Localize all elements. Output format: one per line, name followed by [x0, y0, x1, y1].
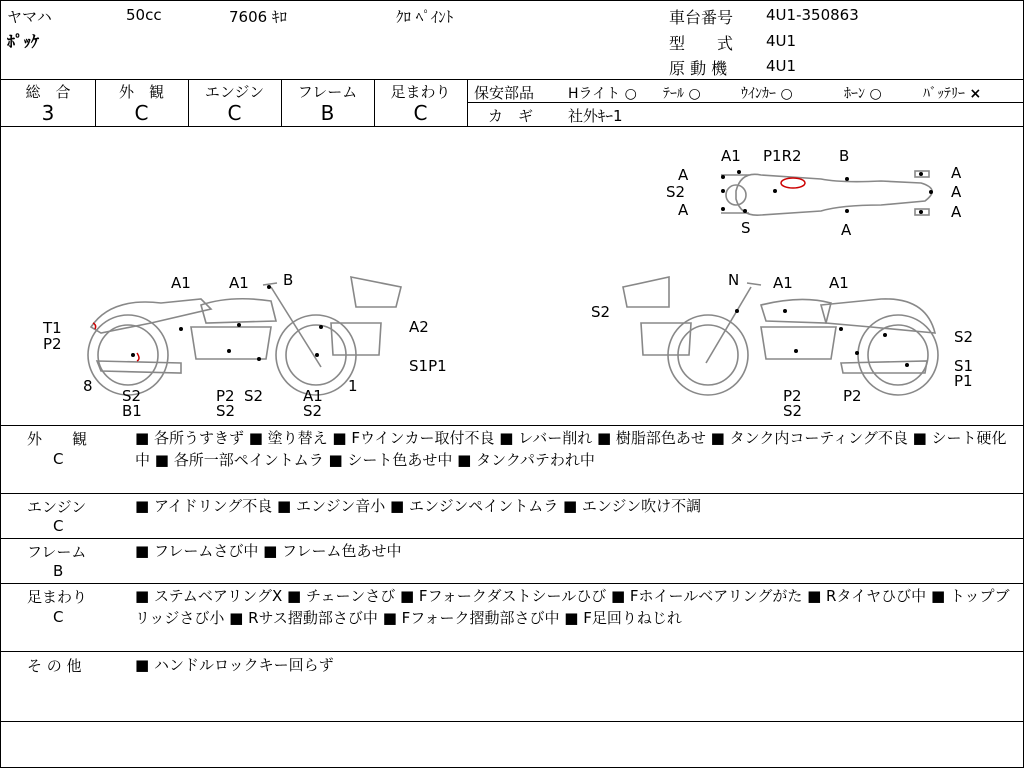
frame-no-label: 車台番号 [669, 8, 734, 27]
mark-dot [855, 351, 859, 355]
label: P2 [43, 335, 62, 353]
mark-dot [919, 210, 923, 214]
mark-dot [227, 349, 231, 353]
label: P1 [954, 372, 973, 390]
remark-label-frame: フレーム [27, 543, 87, 561]
mark-dot [845, 209, 849, 213]
mark-dot [735, 309, 739, 313]
right-side-bike [591, 271, 973, 420]
fuel-tank [761, 299, 831, 323]
mark-dot [315, 353, 319, 357]
mark-dot [237, 323, 241, 327]
mark-dot [929, 190, 933, 194]
safety-item-headlight: Hライト ○ [568, 86, 637, 102]
remark-label-suspension: 足まわり [27, 588, 88, 606]
label: A1 [229, 274, 249, 292]
label: S2 [216, 402, 236, 420]
mark-dot [919, 172, 923, 176]
remark-grade-exterior: C [53, 450, 64, 468]
label: S2 [591, 303, 611, 321]
label: S2 [122, 387, 142, 405]
mark-dot [773, 189, 777, 193]
remark-text-engine: ■ アイドリング不良 ■ エンジン音小 ■ エンジンペイントムラ ■ エンジン吹け不調 [135, 497, 702, 515]
label: A [951, 203, 962, 221]
divider [1, 721, 1023, 722]
left-side-bike [42, 271, 447, 420]
muffler [97, 361, 181, 373]
label: B [839, 147, 850, 165]
remark-label-exterior: 外 観 [27, 430, 88, 448]
divider [1, 651, 1023, 652]
mark-dot [319, 325, 323, 329]
mark-dot [743, 209, 747, 213]
label: A1 [829, 274, 849, 292]
label: A1 [773, 274, 793, 292]
seat [821, 299, 935, 333]
mark-dot [267, 285, 271, 289]
label: S2 [244, 387, 264, 405]
handlebar [747, 283, 761, 285]
label: A1 [721, 147, 741, 165]
top-view-outline [736, 174, 932, 215]
remark-text-exterior: ■ 各所うすきず ■ 塗り替え ■ Fウインカー取付不良 ■ レバー削れ ■ 樹脂部色あせ ■ タンク内コーティング不良 ■ シート硬化中 ■ 各所一部ペイントムラ ■ シート色あせ中 ■ タンクパテわれ中 [135, 429, 1007, 469]
remark-label-other: そ の 他 [27, 657, 82, 675]
rear-wheel-rim [868, 325, 928, 385]
divider [1, 583, 1023, 584]
mark-dot [783, 309, 787, 313]
remark-label-engine: エンジン [27, 498, 87, 516]
label: A1 [171, 274, 191, 292]
engine-model-label: 原 動 機 [669, 59, 728, 78]
type-value: 4U1 [766, 32, 797, 50]
label: A [678, 201, 689, 219]
mark-dot [179, 327, 183, 331]
suspension-label: 足まわり [390, 83, 451, 101]
mark-dot [883, 333, 887, 337]
label: S2 [783, 402, 803, 420]
remark-text-frame: ■ フレームさび中 ■ フレーム色あせ中 [135, 542, 402, 560]
front-carrier [623, 277, 669, 307]
frame-no: 4U1-350863 [766, 6, 859, 24]
frame-grade: B [320, 101, 335, 125]
key-label: カ ギ [488, 107, 534, 125]
label: A [678, 166, 689, 184]
mileage: 7606 ｷﾛ [229, 8, 287, 26]
model-name: ﾎﾟｯｹ [7, 32, 40, 51]
front-fork [271, 287, 321, 367]
mark-dot [839, 327, 843, 331]
remark-grade-frame: B [53, 562, 64, 580]
mark-dot [794, 349, 798, 353]
suspension-grade: C [413, 101, 428, 125]
safety-item-winker: ｳｲﾝｶｰ ○ [741, 86, 793, 102]
label: 1 [348, 377, 358, 395]
mark-dot [721, 207, 725, 211]
safety-label: 保安部品 [474, 84, 535, 102]
remark-text-suspension: ■ ステムベアリングX ■ チェーンさび ■ Fフォークダストシールひび ■ Fホイールベアリングがた ■ Rタイヤひび中 ■ トップブリッジさび小 ■ Rサス摺動部さび中 ■ Fフォーク摺動部さび中 ■ F足回りねじれ [135, 587, 1010, 627]
label: P2 [843, 387, 862, 405]
tank-damage-mark [781, 178, 805, 188]
safety-item-battery: ﾊﾞｯﾃﾘｰ × [923, 86, 982, 102]
exterior-label: 外 観 [118, 83, 164, 101]
key-value: 社外ｷｰ1 [568, 107, 623, 125]
safety-item-tail: ﾃｰﾙ ○ [663, 86, 701, 102]
frame-label: フレーム [297, 83, 358, 101]
total-grade: 3 [41, 101, 55, 125]
rear-wheel-rim [98, 325, 158, 385]
safety-item-horn: ﾎｰﾝ ○ [844, 86, 882, 102]
label: P2 [783, 387, 802, 405]
mark-dot [737, 170, 741, 174]
label: A [841, 221, 852, 239]
damage-diagram [1, 127, 1023, 425]
label: S2 [303, 402, 323, 420]
mark-dot [721, 189, 725, 193]
displacement: 50cc [126, 6, 162, 24]
remark-grade-engine: C [53, 517, 64, 535]
engine-label: エンジン [204, 83, 265, 101]
engine-model-value: 4U1 [766, 57, 797, 75]
label: B1 [122, 402, 142, 420]
divider [1, 538, 1023, 539]
label: P1R2 [763, 147, 802, 165]
divider [1, 79, 1023, 80]
label: P2 [216, 387, 235, 405]
label: S2 [666, 183, 686, 201]
paint-color: ｸﾛ ﾍﾟｲﾝﾄ [396, 8, 454, 26]
divider [467, 79, 468, 126]
muffler [841, 361, 927, 373]
handlebar [263, 283, 277, 285]
label: S [741, 219, 751, 237]
label: S2 [954, 328, 974, 346]
mark-dot [845, 177, 849, 181]
total-label: 総 合 [25, 83, 71, 101]
exterior-grade: C [134, 101, 149, 125]
type-label: 型 式 [669, 34, 734, 53]
divider [1, 493, 1023, 494]
front-carrier [351, 277, 401, 307]
label: S1 [954, 357, 974, 375]
label: N [728, 271, 740, 289]
label: B [283, 271, 294, 289]
maker: ヤマハ [7, 8, 52, 26]
engine [761, 327, 836, 359]
mark-dot [721, 175, 725, 179]
mark-dot [131, 353, 135, 357]
label: A [951, 183, 962, 201]
label: A1 [303, 387, 323, 405]
muffler-damage-mark [137, 353, 139, 361]
engine-grade: C [227, 101, 242, 125]
label: 8 [83, 377, 93, 395]
top-view-bike [666, 147, 962, 239]
engine [191, 327, 271, 359]
label: A [951, 164, 962, 182]
mark-dot [905, 363, 909, 367]
label: A2 [409, 318, 429, 336]
mark-dot [257, 357, 261, 361]
remark-grade-suspension: C [53, 608, 64, 626]
divider [1, 425, 1023, 426]
remark-text-other: ■ ハンドルロックキー回らず [135, 656, 334, 674]
fuel-tank [201, 299, 276, 323]
seat [91, 299, 211, 333]
label: T1 [43, 319, 62, 337]
label: S1P1 [409, 357, 447, 375]
